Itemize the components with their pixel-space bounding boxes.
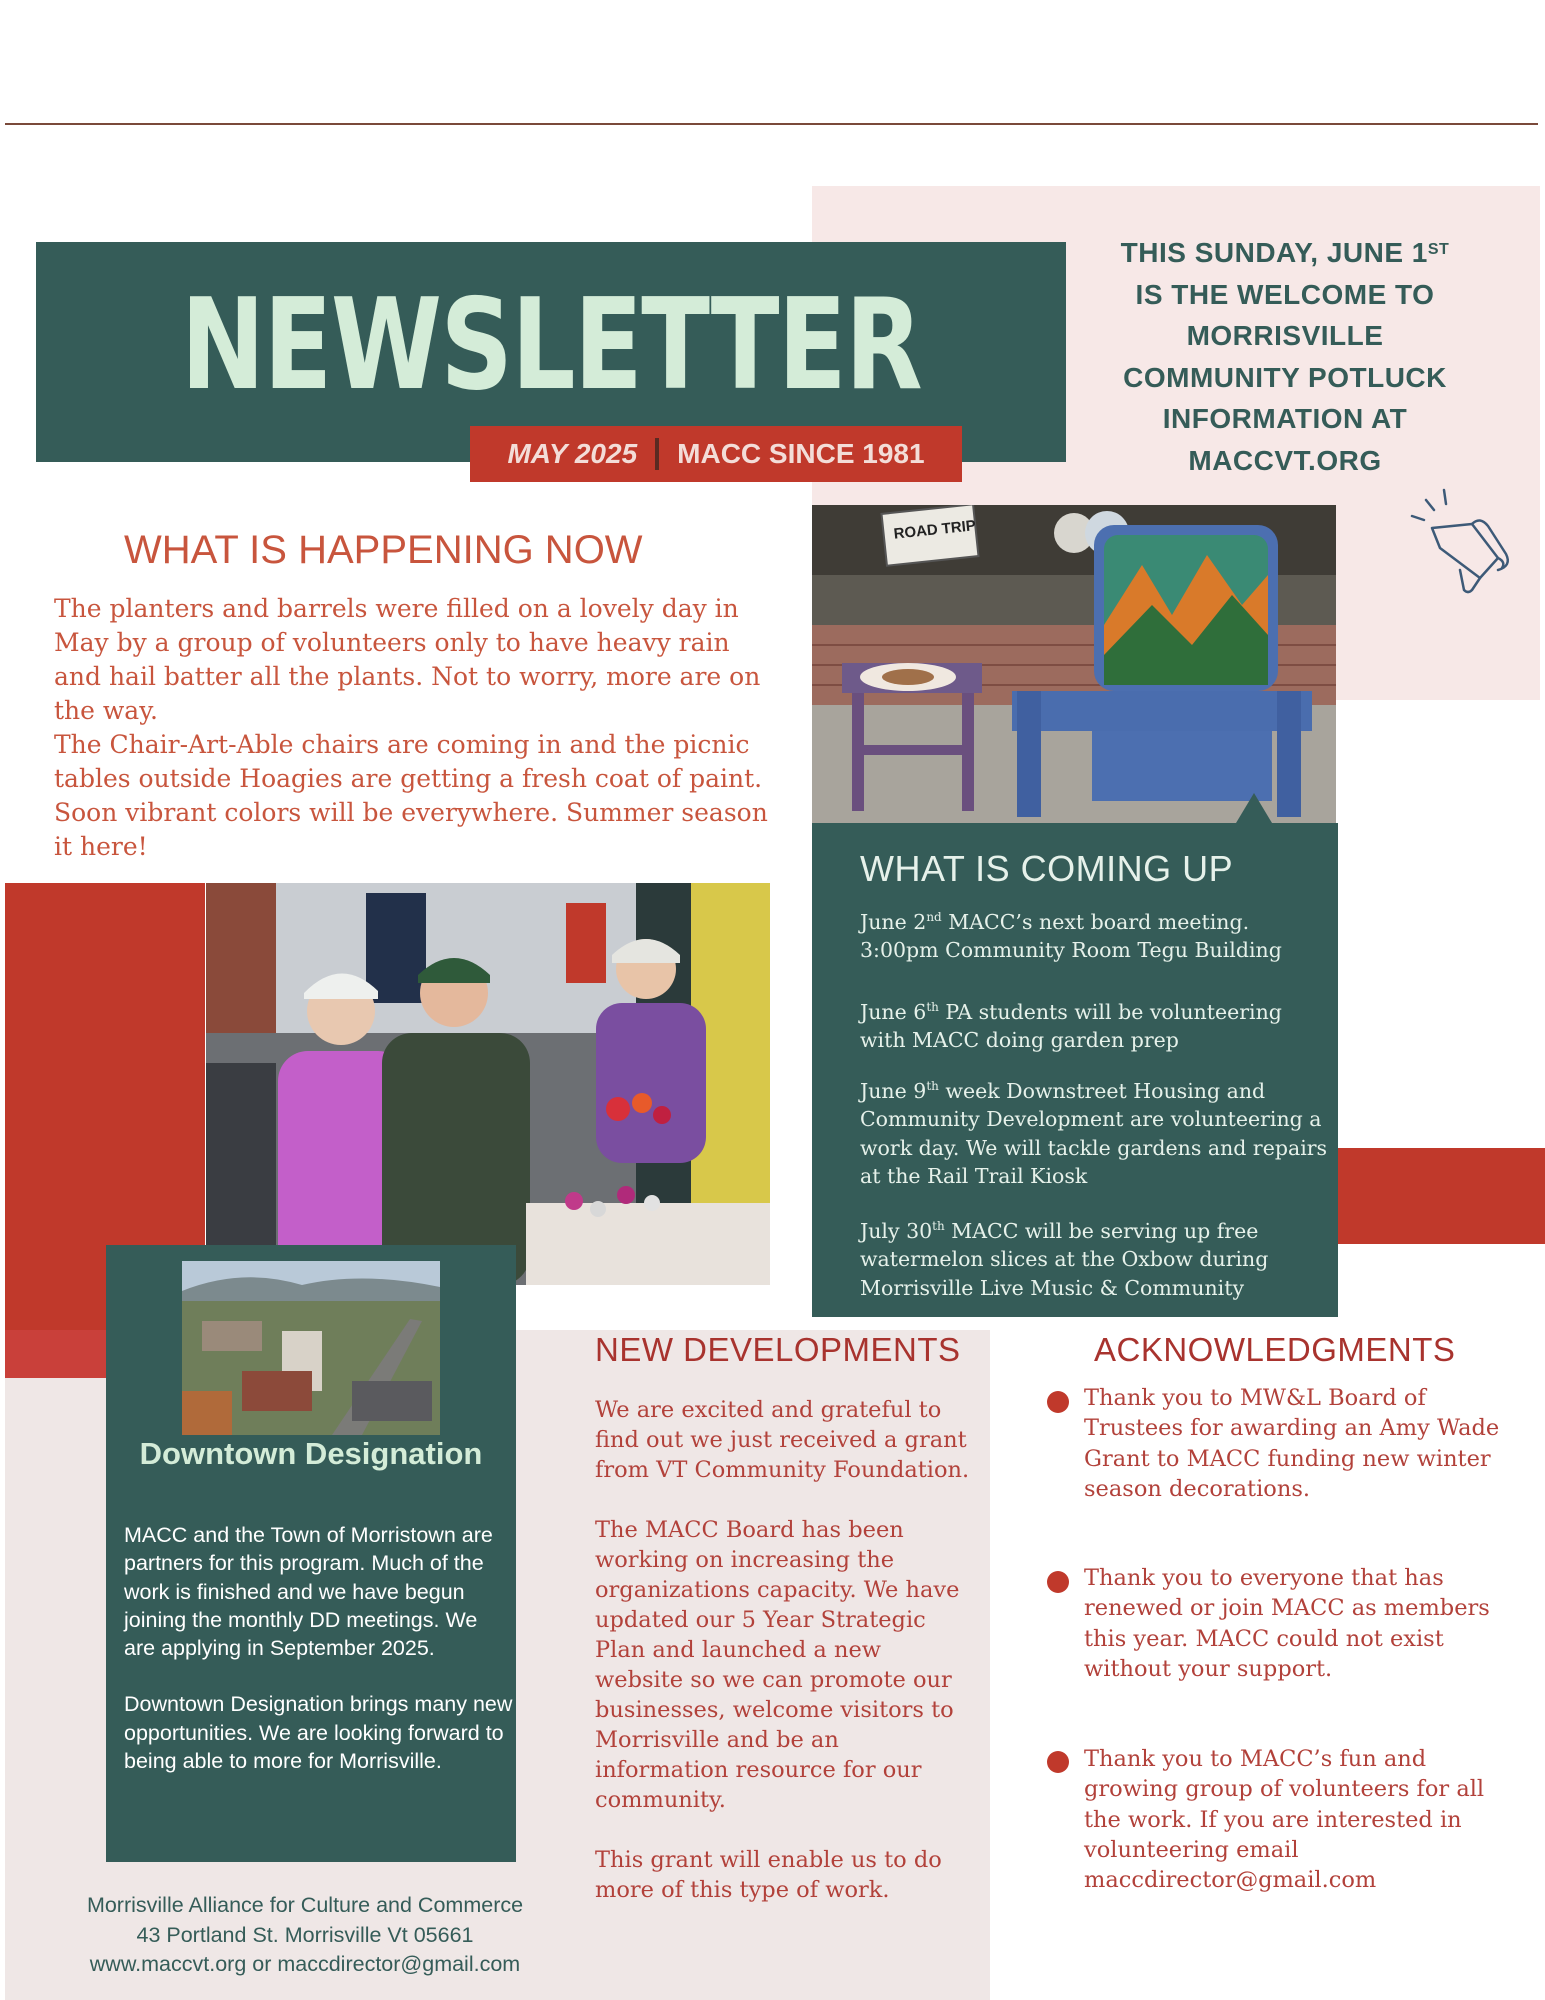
new-developments-text: We are excited and grateful to find out we just received a grant from VT Community Foundation. The MACC Board has been working on increasing the organizations capacity. We have updated our 5 Year Strategic Plan and launched a new website so we can promote our businesses, welcome visitors to Morrisville and be an information resource for our community. This grant will enable us to do more of this type of work. bbox=[595, 1397, 970, 1903]
red-accent-block-right bbox=[1338, 1148, 1545, 1244]
issue-date: MAY 2025 bbox=[507, 438, 638, 469]
megaphone-icon bbox=[1410, 486, 1515, 596]
issue-tag bbox=[470, 426, 962, 482]
coming-item: June 9th week Downstreet Housing and Community Development are volunteering a work day. We will tackle gardens and repairs at the Rail Trail Kiosk bbox=[860, 1078, 1328, 1189]
happening-now-text: The planters and barrels were filled on a lovely day in May by a group of volunteers only to have heavy rain and hail batter all the plants. Not to worry, more are on the way. The Chair-Art-Able chairs are coming in and the picnic tables outside Hoagies are getting a fresh coat of paint. Soon vibrant colors will be everywhere. Summer season it here! bbox=[54, 594, 768, 861]
bullet-icon bbox=[1047, 1391, 1069, 1413]
coming-up-notch bbox=[1236, 793, 1272, 823]
road-trip-sign: ROAD TRIP bbox=[892, 517, 977, 543]
happening-now-heading: WHAT IS HAPPENING NOW bbox=[124, 528, 643, 572]
header-divider bbox=[5, 123, 1538, 125]
coming-up-heading: WHAT IS COMING UP bbox=[860, 848, 1234, 889]
acknowledgment-item: Thank you to MACC’s fun and growing group of volunteers for all the work. If you are interested in volunteering email maccdirector@gmail.com bbox=[1084, 1746, 1485, 1894]
new-developments-heading: NEW DEVELOPMENTS bbox=[595, 1331, 961, 1368]
coming-item: July 30th MACC will be serving up free watermelon slices at the Oxbow during Morrisville Live Music & Community bbox=[860, 1218, 1269, 1300]
acknowledgments-heading: ACKNOWLEDGMENTS bbox=[1094, 1331, 1456, 1368]
downtown-designation-heading: Downtown Designation bbox=[139, 1436, 483, 1471]
acknowledgment-item: Thank you to MW&L Board of Trustees for awarding an Amy Wade Grant to MACC funding new winter season decorations. bbox=[1084, 1385, 1500, 1502]
painted-chair-photo bbox=[812, 505, 1336, 823]
potluck-notice: THIS SUNDAY, JUNE 1ST IS THE WELCOME TO MORRISVILLE COMMUNITY POTLUCK INFORMATION AT MACCVT.ORG bbox=[1120, 237, 1450, 476]
macc-since: MACC SINCE 1981 bbox=[677, 438, 925, 469]
coming-item: June 6th PA students will be volunteering with MACC doing garden prep bbox=[860, 999, 1282, 1053]
downtown-aerial-photo bbox=[182, 1261, 440, 1435]
organization-footer: Morrisville Alliance for Culture and Commerce 43 Portland St. Morrisville Vt 05661 www.maccvt.org or maccdirector@gmail.com bbox=[86, 1893, 524, 1976]
acknowledgment-item: Thank you to everyone that has renewed or join MACC as members this year. MACC could not exist without your support. bbox=[1084, 1565, 1490, 1682]
coming-item: June 2nd MACC’s next board meeting. 3:00pm Community Room Tegu Building bbox=[860, 909, 1282, 963]
bullet-icon bbox=[1047, 1751, 1069, 1773]
downtown-designation-text: MACC and the Town of Morristown are partners for this program. Much of the work is finished and we have begun joining the monthly DD meetings. We are applying in September 2025. Downtown Designation brings many new opportunities. We are looking forward to being able to more for Morrisville. bbox=[124, 1523, 513, 1774]
newsletter-title: NEWSLETTER bbox=[180, 271, 922, 418]
bullet-icon bbox=[1047, 1571, 1069, 1593]
tag-separator bbox=[655, 438, 659, 470]
volunteers-photo bbox=[206, 883, 770, 1285]
